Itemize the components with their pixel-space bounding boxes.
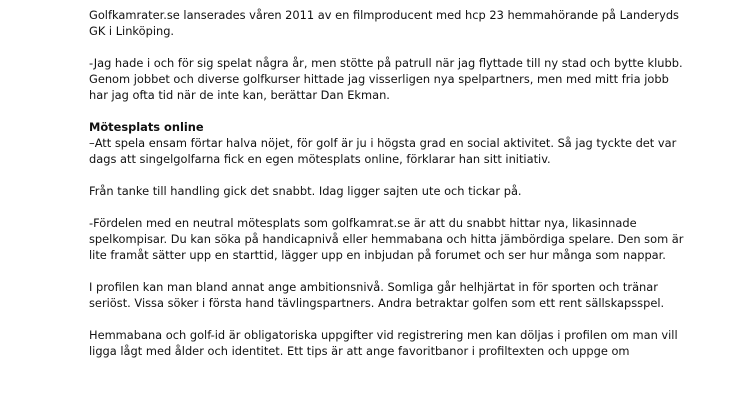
paragraph-intro: Golfkamrater.se lanserades våren 2011 av en filmproducent med hcp 23 hemmahörande på Landeryds GK i Linköping. (89, 8, 679, 38)
section-block (89, 119, 689, 135)
paragraph-registration: Hemmabana och golf-id är obligatoriska uppgifter vid registrering men kan döljas i profilen om man vill ligga lågt med ålder och identitet. Ett tips är att ange favoritbanor i profiltexten och uppge om (89, 328, 678, 358)
paragraph-social: –Att spela ensam förtar halva nöjet, för golf är ju i högsta grad en social aktivitet. Så jag tyckte det var dags att singelgolfarna fick en egen mötesplats online, förklarar han sitt initiativ. (89, 136, 677, 166)
paragraph-launch: Från tanke till handling gick det snabbt. Idag ligger sajten ute och tickar på. (89, 184, 522, 198)
document-body (89, 7, 689, 375)
paragraph-profile: I profilen kan man bland annat ange ambitionsnivå. Somliga går helhjärtat in för sporten och tränar seriöst. Vissa söker i första hand tävlingspartners. Andra betraktar golfen som ett rent sällskapsspel. (89, 280, 665, 310)
section-heading: Mötesplats online (89, 120, 204, 134)
paragraph-advantage: -Fördelen med en neutral mötesplats som golfkamrat.se är att du snabbt hittar nya, likasinnade spelkompisar. Du kan söka på handicapnivå eller hemmabana och hitta jämbördiga spelare. Den som är lite framåt sätter upp en starttid, lägger upp en inbjudan på forumet och ser hur många som nappar. (89, 216, 684, 262)
paragraph-quote: -Jag hade i och för sig spelat några år, men stötte på patrull när jag flyttade till ny stad och bytte klubb. Genom jobbet och diverse golfkurser hittade jag visserligen nya spelpartners, men med mitt fria jobb har jag ofta tid när de inte kan, berättar Dan Ekman. (89, 56, 683, 102)
